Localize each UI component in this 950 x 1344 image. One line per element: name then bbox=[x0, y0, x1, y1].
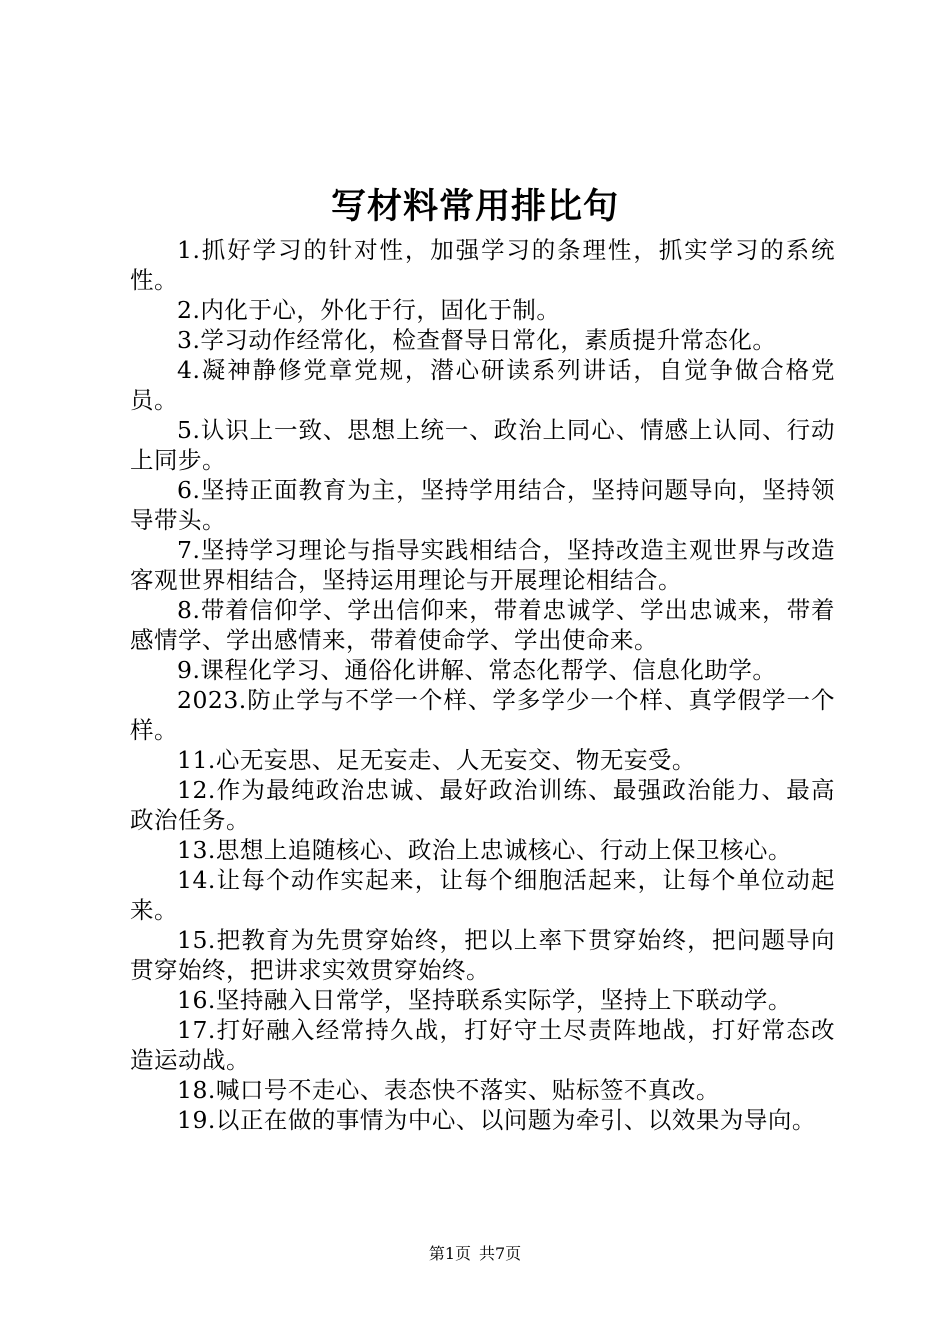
paragraph-item: 4.凝神静修党章党规，潜心研读系列讲话，自觉争做合格党员。 bbox=[130, 356, 835, 414]
paragraph-item: 18.喊口号不走心、表态快不落实、贴标签不真改。 bbox=[177, 1076, 720, 1104]
paragraph-item: 2.内化于心，外化于行，固化于制。 bbox=[177, 296, 561, 324]
paragraph-item: 9.课程化学习、通俗化讲解、常态化帮学、信息化助学。 bbox=[177, 656, 777, 684]
page-footer bbox=[0, 1243, 950, 1265]
paragraph-item: 11.心无妄思、足无妄走、人无妄交、物无妄受。 bbox=[177, 746, 696, 774]
page-number-total: 共7页 bbox=[479, 1244, 522, 1263]
paragraph-item: 14.让每个动作实起来，让每个细胞活起来，让每个单位动起来。 bbox=[130, 866, 835, 924]
paragraph-item: 17.打好融入经常持久战，打好守土尽责阵地战，打好常态改造运动战。 bbox=[130, 1016, 835, 1074]
paragraph-item: 16.坚持融入日常学，坚持联系实际学，坚持上下联动学。 bbox=[177, 986, 792, 1014]
paragraph-item: 3.学习动作经常化，检查督导日常化，素质提升常态化。 bbox=[177, 326, 777, 354]
paragraph-item: 5.认识上一致、思想上统一、政治上同心、情感上认同、行动上同步。 bbox=[130, 416, 835, 474]
paragraph-item: 12.作为最纯政治忠诚、最好政治训练、最强政治能力、最高政治任务。 bbox=[130, 776, 835, 834]
paragraph-item: 2023.防止学与不学一个样、学多学少一个样、真学假学一个样。 bbox=[130, 686, 835, 744]
document-body bbox=[130, 235, 835, 1135]
paragraph-item: 6.坚持正面教育为主，坚持学用结合，坚持问题导向，坚持领导带头。 bbox=[130, 476, 835, 534]
paragraph-item: 1.抓好学习的针对性，加强学习的条理性，抓实学习的系统性。 bbox=[130, 236, 835, 294]
paragraph-item: 15.把教育为先贯穿始终，把以上率下贯穿始终，把问题导向贯穿始终，把讲求实效贯穿始终。 bbox=[130, 926, 835, 984]
page-number-current: 第1页 bbox=[428, 1244, 471, 1263]
paragraph-item: 19.以正在做的事情为中心、以问题为牵引、以效果为导向。 bbox=[177, 1106, 816, 1134]
paragraph-item: 8.带着信仰学、学出信仰来，带着忠诚学、学出忠诚来，带着感情学、学出感情来，带着使命学、学出使命来。 bbox=[130, 596, 835, 654]
document-title: 写材料常用排比句 bbox=[330, 186, 619, 227]
paragraph-item: 7.坚持学习理论与指导实践相结合，坚持改造主观世界与改造客观世界相结合，坚持运用理论与开展理论相结合。 bbox=[130, 536, 835, 594]
paragraph-item: 13.思想上追随核心、政治上忠诚核心、行动上保卫核心。 bbox=[177, 836, 792, 864]
